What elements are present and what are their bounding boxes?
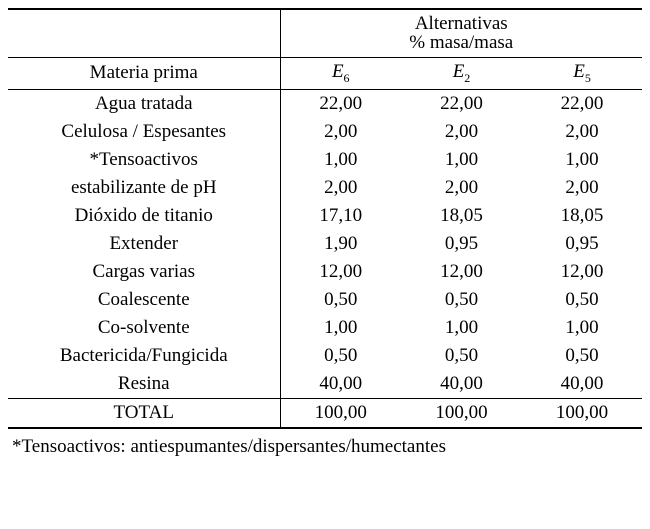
table-footnote: *Tensoactivos: antiespumantes/dispersantes/humectantes [12,435,446,457]
row-value-e2: 12,00 [440,260,483,282]
row-value-e5: 1,00 [565,316,599,338]
row-value-e6: 12,00 [280,258,401,286]
row-value-e2: 2,00 [444,120,479,142]
table-header-columns-row [8,58,642,90]
group-header-line1: Alternativas [414,13,508,34]
row-label: Resina [117,372,170,394]
row-value-e5: 18,05 [560,204,604,226]
table-row [8,258,642,286]
table-row [8,286,642,314]
row-value-e6: 17,10 [280,202,401,230]
row-value-e2: 40,00 [440,372,483,394]
total-value-e6: 100,00 [280,398,401,428]
table-header-group-row [8,9,642,58]
total-value-e5: 100,00 [522,398,642,428]
row-label: *Tensoactivos [89,148,198,170]
row-value-e5: 0,50 [565,288,599,310]
table-row [8,230,642,258]
total-label: TOTAL [8,398,280,428]
row-value-e6: 2,00 [280,174,401,202]
table-row [8,342,642,370]
row-value-e5: 1,00 [565,148,599,170]
row-value-e2: 18,05 [440,204,483,226]
table-row [8,314,642,342]
row-value-e6: 0,50 [280,342,401,370]
row-value-e6: 1,00 [280,314,401,342]
row-value-e6: 1,90 [280,230,401,258]
group-header-alternativas [280,9,642,58]
row-value-e5: 22,00 [522,89,642,118]
row-value-e2: 0,50 [444,344,479,366]
table-row [8,370,642,399]
row-value-e5: 12,00 [560,260,604,282]
column-header-e2: $E_2$ [401,58,522,90]
row-value-e5: 2,00 [565,120,599,142]
table-row [8,89,642,118]
row-label: estabilizante de pH [70,176,217,198]
table-page [0,8,650,529]
row-label: Dióxido de titanio [74,204,213,226]
table-total-row [8,398,642,428]
header-empty-cell [8,9,280,58]
row-value-e5: 0,95 [565,232,599,254]
row-label: Coalescente [97,288,190,310]
row-value-e6: 2,00 [280,118,401,146]
row-value-e2: 2,00 [444,176,479,198]
row-value-e6: 40,00 [280,370,401,399]
row-value-e2: 22,00 [401,89,522,118]
row-label: Cargas varias [92,260,196,282]
row-value-e5: 40,00 [560,372,604,394]
row-value-e6: 0,50 [280,286,401,314]
row-label: Agua tratada [8,89,280,118]
total-value-e2: 100,00 [401,398,522,428]
column-header-materia-prima: Materia prima [8,58,280,90]
column-header-e6: $E_6$ [280,58,401,90]
group-header-line2: % masa/masa [409,32,514,53]
formulation-table [8,8,642,429]
row-value-e2: 0,95 [444,232,479,254]
row-label: Bactericida/Fungicida [59,344,228,366]
row-value-e5: 0,50 [565,344,599,366]
table-row [8,118,642,146]
row-label: Co-solvente [97,316,190,338]
row-value-e2: 0,50 [444,288,479,310]
column-header-e5: $E_5$ [522,58,642,90]
row-label: Celulosa / Espesantes [61,120,227,142]
row-value-e2: 1,00 [444,316,479,338]
row-value-e6: 22,00 [280,89,401,118]
row-value-e5: 2,00 [565,176,599,198]
table-row [8,202,642,230]
row-value-e6: 1,00 [280,146,401,174]
row-label: Extender [109,232,179,254]
table-row [8,174,642,202]
table-row [8,146,642,174]
row-value-e2: 1,00 [444,148,479,170]
